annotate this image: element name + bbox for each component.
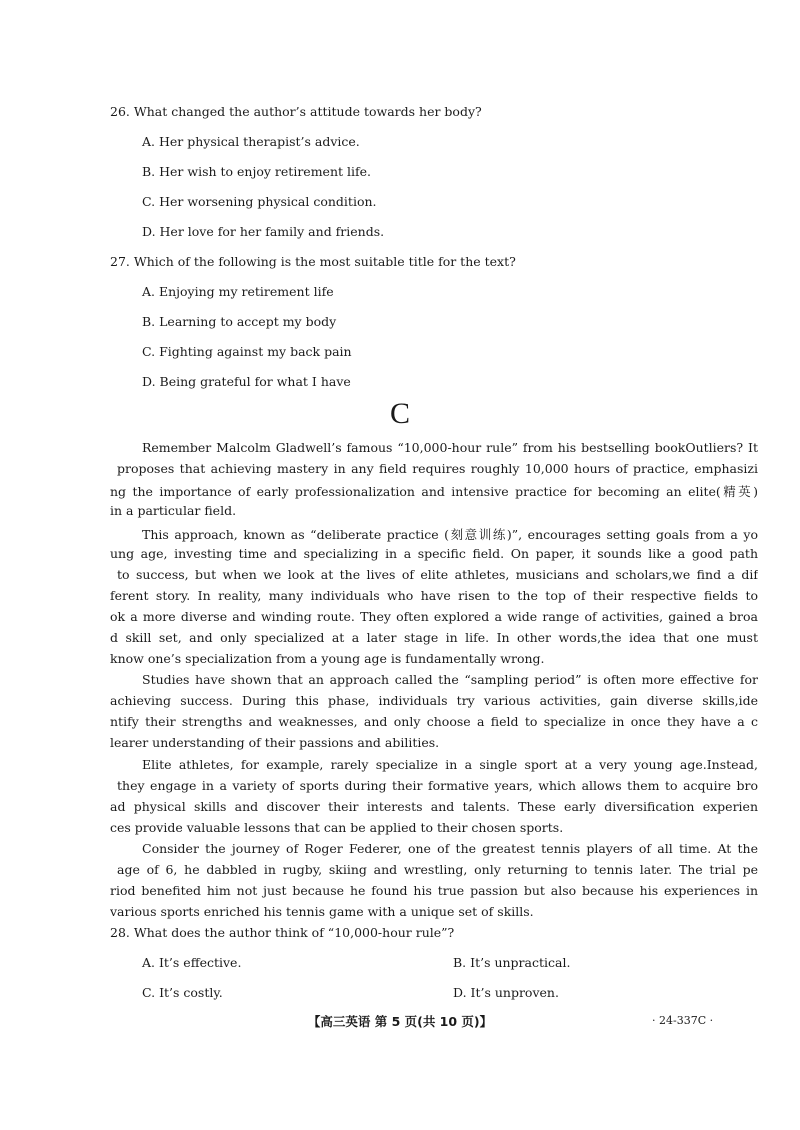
passage-line: d skill set, and only specialized at a later stage in life. In other words,the idea that one must [110,630,758,645]
question-28-stem: 28. What does the author think of “10,000-hour rule”? [110,925,455,940]
page-footer-title: 【高三英语 第 5 页(共 10 页)】 [307,1014,493,1029]
passage-line: Remember Malcolm Gladwell’s famous “10,000-hour rule” from his bestselling bookOutliers? It [142,440,758,455]
question-27-option-b: B. Learning to accept my body [142,314,337,329]
question-26-option-a: A. Her physical therapist’s advice. [142,134,360,149]
passage-line: learer understanding of their passions and abilities. [110,735,440,750]
question-28-option-b: B. It’s unpractical. [453,955,571,970]
passage-line: Studies have shown that an approach called the “sampling period” is often more effective for [142,672,758,687]
question-28-option-d: D. It’s unproven. [453,985,559,1000]
passage-line: achieving success. During this phase, individuals try various activities, gain diverse skills,ide [110,693,758,708]
question-26-option-d: D. Her love for her family and friends. [142,224,385,239]
passage-line: know one’s specialization from a young age is fundamentally wrong. [110,651,545,666]
passage-line: Consider the journey of Roger Federer, one of the greatest tennis players of all time. At the [142,841,758,856]
passage-line: to success, but when we look at the lives of elite athletes, musicians and scholars,we find a dif [117,567,758,582]
passage-line: ok a more diverse and winding route. They often explored a wide range of activities, gained a broa [110,609,758,624]
question-26-option-b: B. Her wish to enjoy retirement life. [142,164,371,179]
passage-line: they engage in a variety of sports during their formative years, which allows them to acquire bro [117,778,758,793]
passage-line: ferent story. In reality, many individuals who have risen to the top of their respective fields to [110,588,758,603]
question-27-option-c: C. Fighting against my back pain [142,344,352,359]
question-27-option-a: A. Enjoying my retirement life [142,284,334,299]
passage-line: Elite athletes, for example, rarely specialize in a single sport at a very young age.Instead, [142,757,758,772]
question-27-option-d: D. Being grateful for what I have [142,374,351,389]
question-28-option-a: A. It’s effective. [142,955,242,970]
passage-line: various sports enriched his tennis game with a unique set of skills. [110,904,534,919]
passage-line: ng the importance of early professionalization and intensive practice for becoming an elite(精英) [110,484,758,499]
passage-line: ung age, investing time and specializing in a specific field. On paper, it sounds like a good path [110,546,758,561]
question-27-stem: 27. Which of the following is the most suitable title for the text? [110,254,516,269]
page-footer-code: · 24-337C · [652,1014,714,1027]
passage-line: in a particular field. [110,503,237,518]
passage-line: riod benefited him not just because he found his true passion but also because his experiences in [110,883,758,898]
question-26-option-c: C. Her worsening physical condition. [142,194,377,209]
passage-line: ad physical skills and discover their interests and talents. These early diversification experien [110,799,758,814]
passage-line: ntify their strengths and weaknesses, and only choose a field to specialize in once they have a c [110,714,758,729]
passage-line: age of 6, he dabbled in rugby, skiing and wrestling, only returning to tennis later. The trial pe [117,862,758,877]
passage-line: ces provide valuable lessons that can be applied to their chosen sports. [110,820,564,835]
question-28-option-c: C. It’s costly. [142,985,223,1000]
passage-line: This approach, known as “deliberate practice (刻意训练)”, encourages setting goals from a yo [142,527,758,542]
section-heading: C [389,397,410,430]
question-26-stem: 26. What changed the author’s attitude towards her body? [110,104,482,119]
passage-line: proposes that achieving mastery in any field requires roughly 10,000 hours of practice, emphasizi [117,461,758,476]
